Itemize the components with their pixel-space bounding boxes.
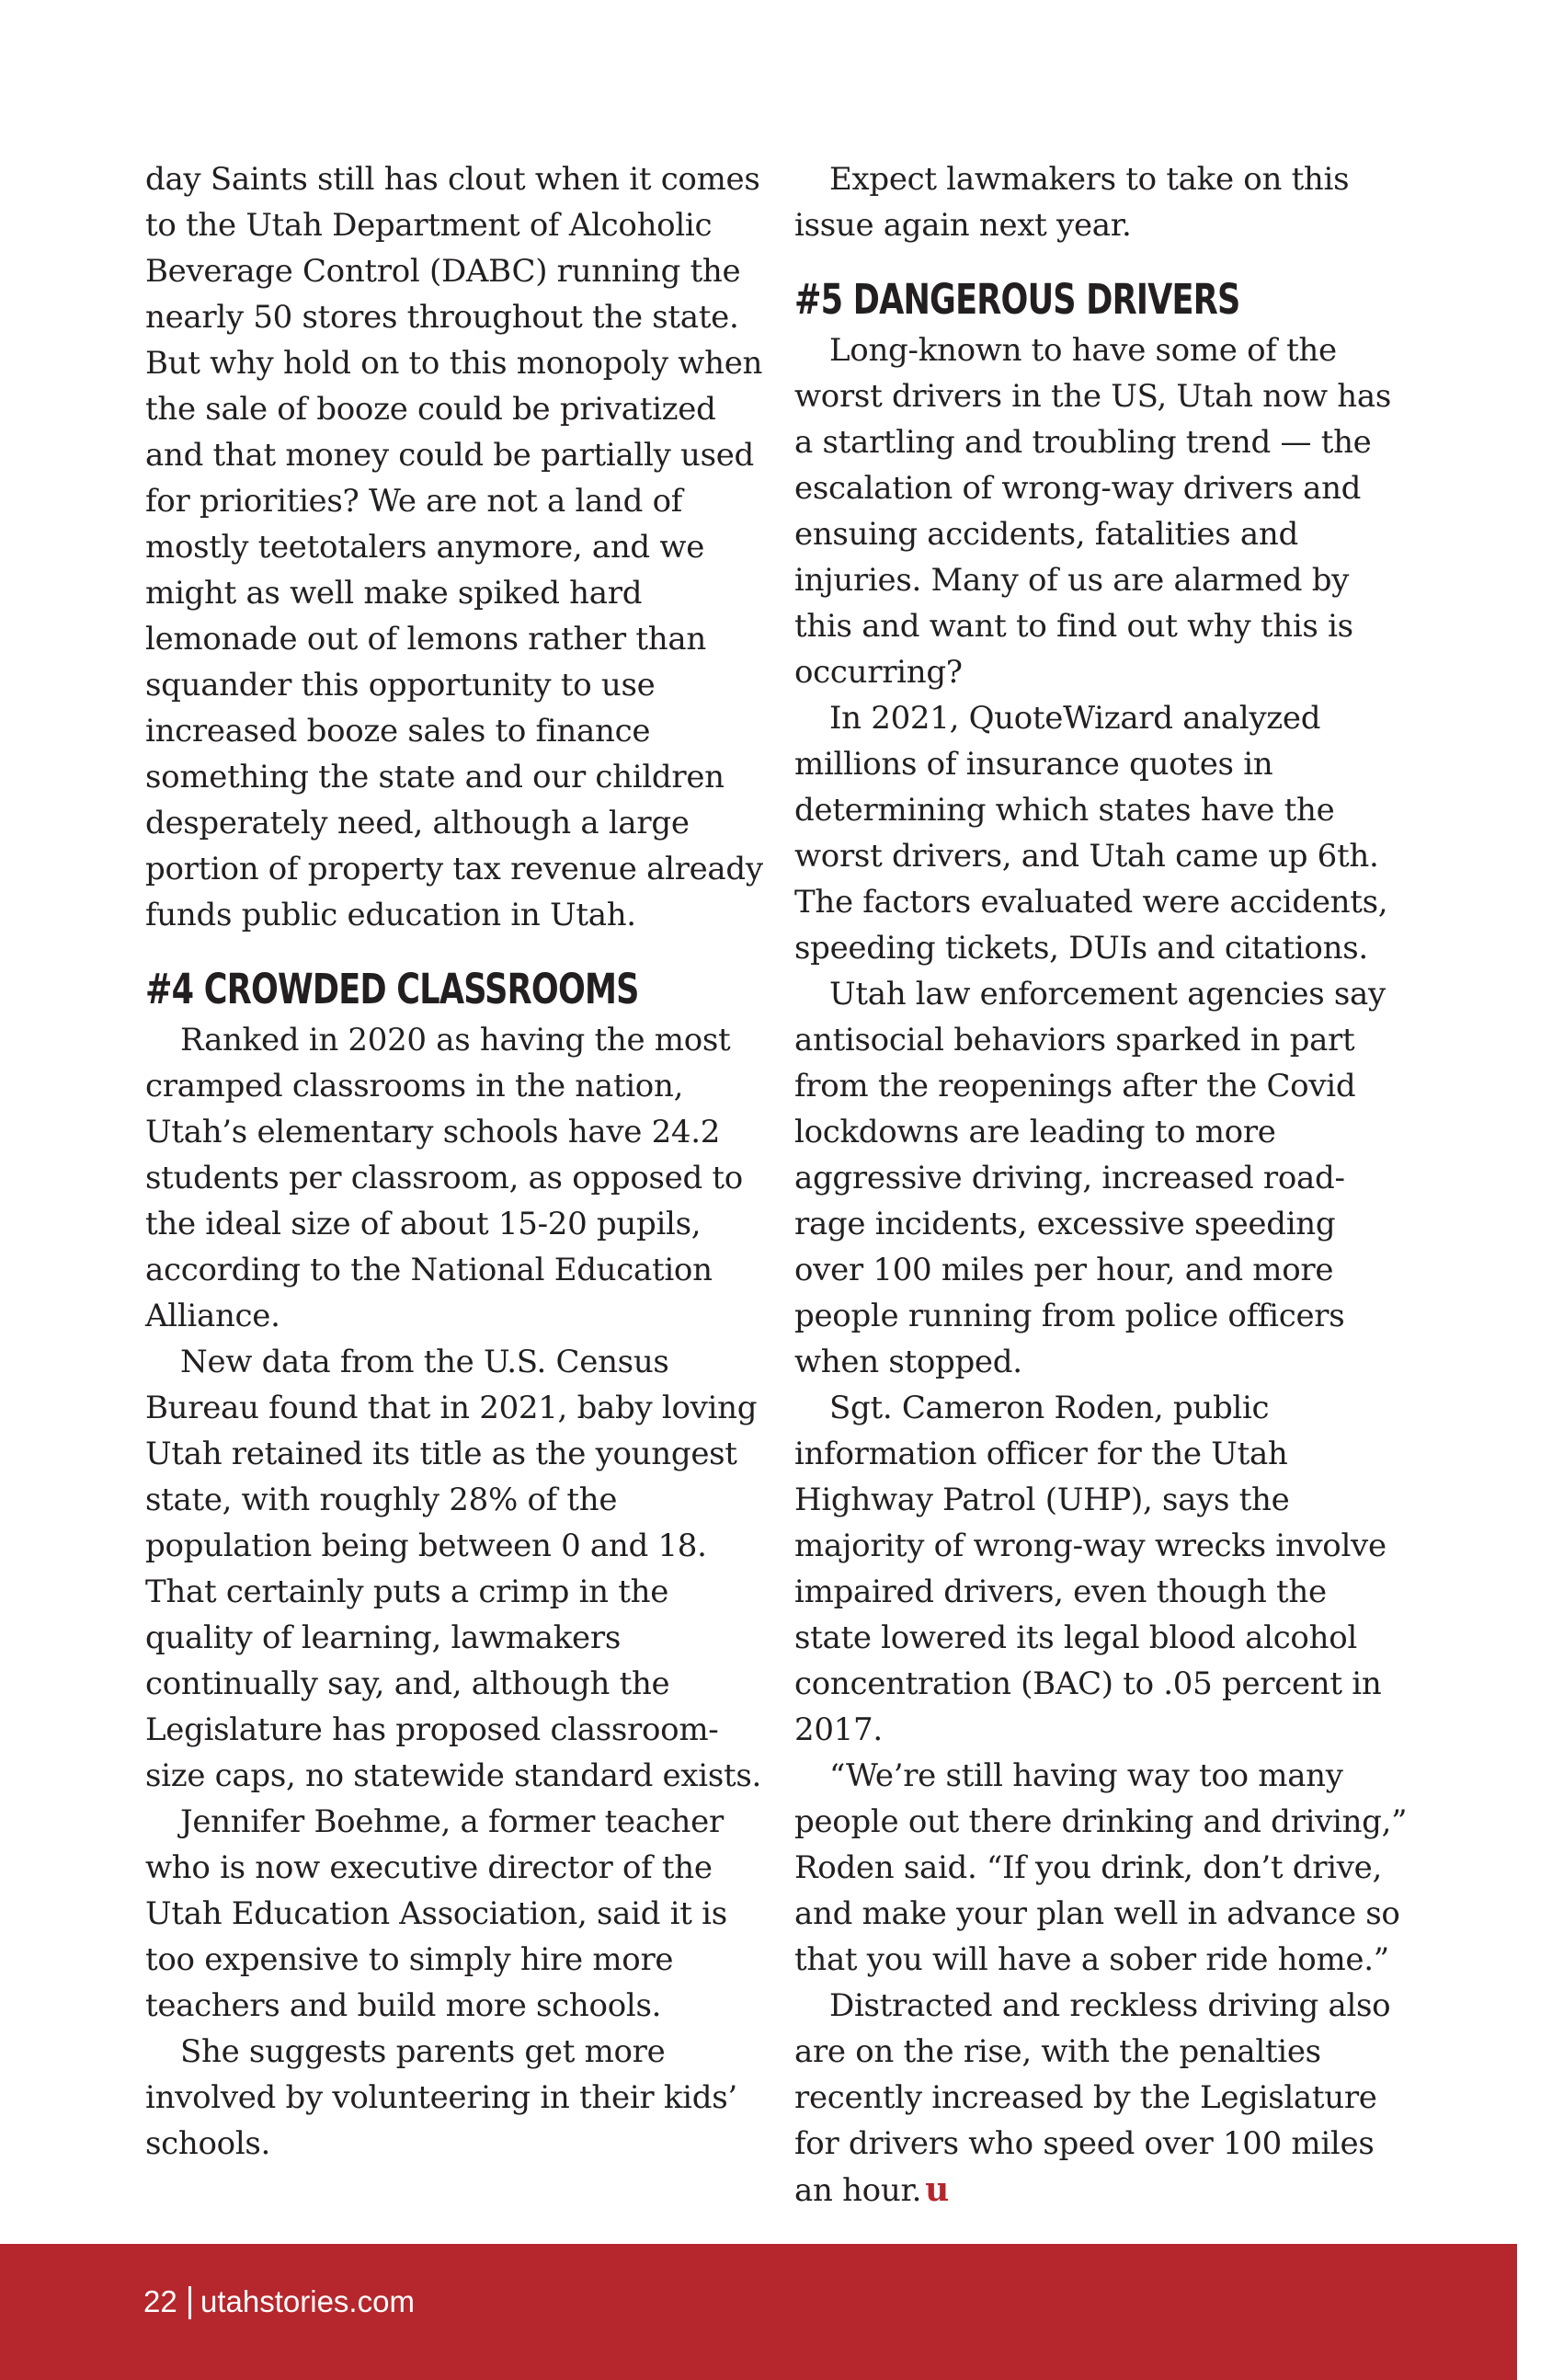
final-paragraph-text: Distracted and reckless driving also are on the rise, with the penalties recently increased by the Legislature for drivers who speed over 100 miles an hour. xyxy=(794,1987,1391,2209)
article-paragraph: Long-known to have some of the worst drivers in the US, Utah now has a startling and troubling trend — the escalation of wrong-way drivers and ensuing accidents, fatalities and injuries. Many of us are alarmed by this and want to find out why this is occurring? xyxy=(794,332,1391,691)
left-column xyxy=(145,156,763,2167)
article-paragraph: Utah law enforcement agencies say antisocial behaviors sparked in part from the reopenings after the Covid lockdowns are leading to more aggressive driving, increased road-rage incidents, excessive speeding over 100 miles per hour, and more people running from police officers when stopped. xyxy=(794,976,1386,1380)
right-column xyxy=(794,156,1412,2214)
end-mark-icon: u xyxy=(925,2170,950,2209)
section-heading-crowded-classrooms: #4 CROWDED CLASSROOMS xyxy=(145,965,639,1013)
footer-divider xyxy=(188,2286,191,2319)
article-paragraph: In 2021, QuoteWizard analyzed millions of insurance quotes in determining which states have the worst drivers, and Utah came up 6th. The factors evaluated were accidents, speeding tickets, DUIs and citations. xyxy=(794,700,1388,967)
article-paragraph: Ranked in 2020 as having the most cramped classrooms in the nation, Utah’s elementary schools have 24.2 students per classroom, as opposed to the ideal size of about 15-20 pupils, according to the National Education Alliance. xyxy=(145,1022,743,1334)
article-paragraph: “We’re still having way too many people out there drinking and driving,” Roden said. “If you drink, don’t drive, and make your plan well in advance so that you will have a sober ride home.” xyxy=(794,1757,1408,1978)
article-paragraph-final xyxy=(794,1983,1412,2214)
article-paragraph: New data from the U.S. Census Bureau found that in 2021, baby loving Utah retained its title as the youngest state, with roughly 28% of the population being between 0 and 18. That certainly puts a crimp in the quality of learning, lawmakers continually say, and, although the Legislature has proposed classroom-size caps, no statewide standard exists. xyxy=(145,1344,761,1794)
article-paragraph: Expect lawmakers to take on this issue again next year. xyxy=(794,161,1350,244)
article-paragraph: day Saints still has clout when it comes to the Utah Department of Alcoholic Beverage Control (DABC) running the nearly 50 stores throughout the state. But why hold on to this monopoly when the sale of booze could be privatized and that money could be partially used for priorities? We are not a land of mostly teetotalers anymore, and we might as well make spiked hard lemonade out of lemons rather than squander this opportunity to use increased booze sales to finance something the state and our children desperately need, although a large portion of property tax revenue already funds public education in Utah. xyxy=(145,161,763,933)
site-link[interactable]: utahstories.com xyxy=(200,2284,415,2318)
article-paragraph: Sgt. Cameron Roden, public information officer for the Utah Highway Patrol (UHP), says the majority of wrong-way wrecks involve impaired drivers, even though the state lowered its legal blood alcohol concentration (BAC) to .05 percent in 2017. xyxy=(794,1390,1387,1748)
section-heading-dangerous-drivers: #5 DANGEROUS DRIVERS xyxy=(794,275,1240,324)
page-number: 22 xyxy=(143,2284,177,2318)
article-paragraph: Jennifer Boehme, a former teacher who is now executive director of the Utah Education Association, said it is too expensive to simply hire more teachers and build more schools. xyxy=(145,1803,727,2024)
article-paragraph: She suggests parents get more involved by volunteering in their kids’ schools. xyxy=(145,2033,737,2162)
